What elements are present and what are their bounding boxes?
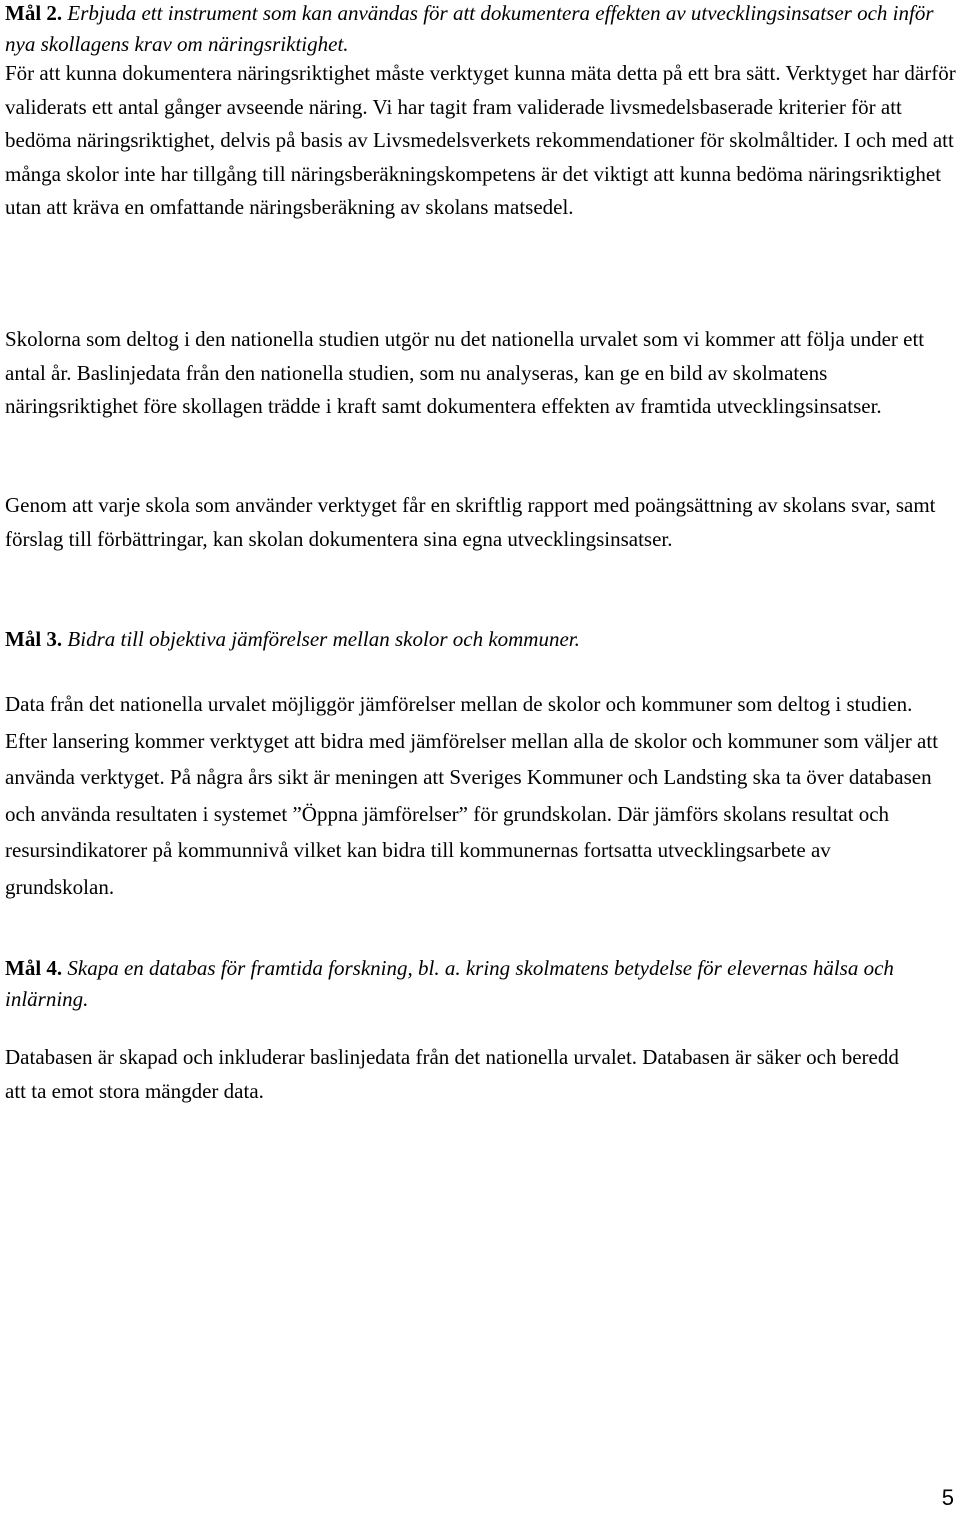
paragraph-database: Databasen är skapad och inkluderar baslinjedata från det nationella urvalet. Databasen är säker och beredd att ta emot stora mängder data. xyxy=(5,1045,899,1103)
goal-4-heading xyxy=(5,953,895,1015)
goal-4-title: Skapa en databas för framtida forskning, bl. a. kring skolmatens betydelse för elevernas hälsa och inlärning. xyxy=(5,956,894,1011)
goal-3-title: Bidra till objektiva jämförelser mellan skolor och kommuner. xyxy=(67,627,580,651)
goal-3-label: Mål 3. xyxy=(5,627,63,651)
goal-3-heading xyxy=(5,624,955,655)
paragraph-comparisons: Data från det nationella urvalet möjliggör jämförelser mellan de skolor och kommuner som deltog i studien. Efter lansering kommer verktyget att bidra med jämförelser mellan alla de skolor och kommuner som väljer att använda verktyget. På några års sikt är meningen att Sveriges Kommuner och Landsting ska ta över databasen och använda resultaten i systemet ”Öppna jämförelser” för grundskolan. Där jämförs skolans resultat och resursindikatorer på kommunnivå vilket kan bidra till kommunernas fortsatta utvecklingsarbete av grundskolan. xyxy=(5,692,939,899)
goal-4-label: Mål 4. xyxy=(5,956,63,980)
goal-2-label: Mål 2. xyxy=(5,1,63,25)
goal-2-heading xyxy=(5,0,935,60)
paragraph-validation: För att kunna dokumentera näringsriktighet måste verktyget kunna mäta detta på ett bra sätt. Verktyget har därför validerats ett antal gånger avseende näring. Vi har tagit fram validerade livsmedelsbaserade kriterier för att bedöma näringsriktighet, delvis på basis av Livsmedelsverkets rekommendationer för skolmåltider. I och med att många skolor inte har tillgång till näringsberäkningskompetens är det viktigt att kunna bedöma näringsriktighet utan att kräva en omfattande näringsberäkning av skolans matsedel. xyxy=(5,61,956,219)
page-number: 5 xyxy=(941,1485,954,1510)
paragraph-written-report: Genom att varje skola som använder verktyget får en skriftlig rapport med poängsättning av skolans svar, samt förslag till förbättringar, kan skolan dokumentera sina egna utvecklingsinsatser. xyxy=(5,493,936,551)
goal-2-title: Erbjuda ett instrument som kan användas för att dokumentera effekten av utvecklingsinsatser och inför nya skollagens krav om näringsriktighet. xyxy=(5,1,934,56)
paragraph-national-sample: Skolorna som deltog i den nationella studien utgör nu det nationella urvalet som vi kommer att följa under ett antal år. Baslinjedata från den nationella studien, som nu analyseras, kan ge en bild av skolmatens näringsriktighet före skollagen trädde i kraft samt dokumentera effekten av framtida utvecklingsinsatser. xyxy=(5,327,925,418)
